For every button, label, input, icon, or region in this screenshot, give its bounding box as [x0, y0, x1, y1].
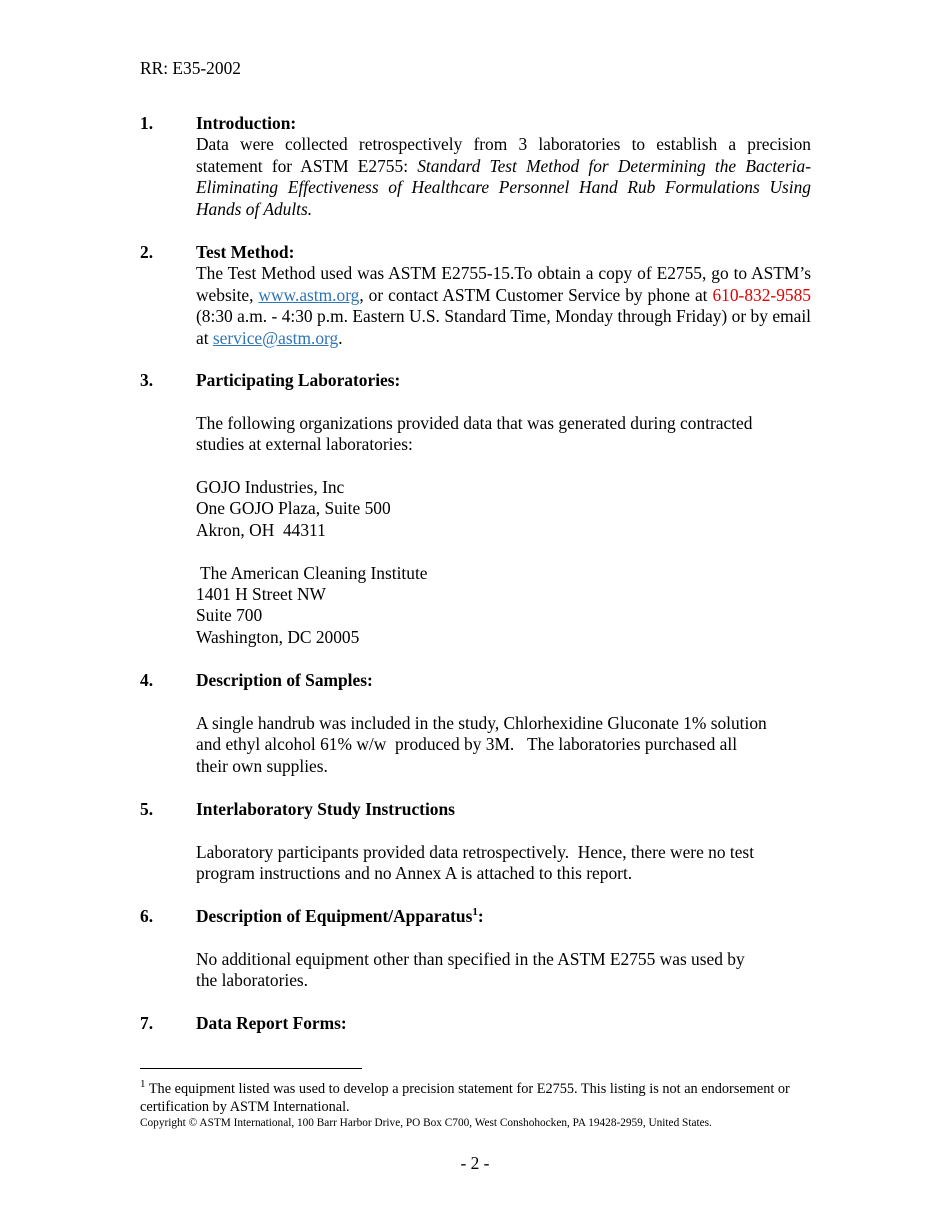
- section-1-text: Data were collected retrospectively from 3 laboratories to establish a precision statement for ASTM E2755:: [196, 134, 811, 176]
- section-6-title-row: [196, 906, 811, 927]
- document-reference: RR: E35-2002: [140, 58, 241, 78]
- footnote: [140, 1080, 800, 1116]
- section-6-line: No additional equipment other than specified in the ASTM E2755 was used by: [196, 948, 745, 969]
- footnote-separator: [140, 1068, 362, 1069]
- footnote-text: The equipment listed was used to develop a precision statement for E2755. This listing is not an endorsement or certification by ASTM International.: [140, 1081, 790, 1115]
- footnote-marker: 1: [140, 1078, 146, 1091]
- astm-website-link[interactable]: www.astm.org: [258, 284, 360, 305]
- section-4: [196, 670, 811, 777]
- org-address-line: 1401 H Street NW: [196, 584, 326, 605]
- section-5: [196, 799, 811, 885]
- section-6-number: 6.: [140, 906, 154, 926]
- section-1: [196, 113, 811, 220]
- org-address-line: The American Cleaning Institute: [196, 562, 428, 583]
- section-1-number: 1.: [140, 113, 154, 133]
- section-3: [196, 370, 811, 648]
- section-7-title: Data Report Forms:: [196, 1013, 347, 1033]
- section-4-line: and ethyl alcohol 61% w/w produced by 3M. The laboratories purchased all: [196, 734, 738, 755]
- org-address-line: One GOJO Plaza, Suite 500: [196, 498, 391, 519]
- organization-gojo: [196, 477, 811, 541]
- section-1-title: Introduction:: [196, 113, 297, 133]
- page-number: - 2 -: [460, 1153, 490, 1173]
- section-6-title: Description of Equipment/Apparatus: [196, 906, 473, 926]
- section-3-number: 3.: [140, 370, 154, 390]
- section-2-title: Test Method:: [196, 242, 295, 262]
- section-2-text-a: The Test Method used was ASTM E2755-15.To obtain a copy of E2755, go to ASTM’s website,: [196, 263, 811, 305]
- section-5-line: program instructions and no Annex A is attached to this report.: [196, 863, 633, 884]
- service-email-link[interactable]: service@astm.org: [212, 327, 339, 348]
- section-2-text-b: , or contact ASTM Customer Service by phone at: [359, 284, 713, 305]
- standard-title: Standard Test Method for Determining the Bacteria-Eliminating Effectiveness of Healthcare Personnel Hand Rub Formulations Using Hands of Adults.: [196, 155, 811, 219]
- section-5-number: 5.: [140, 799, 154, 819]
- org-address-line: GOJO Industries, Inc: [196, 477, 345, 497]
- footnote-reference[interactable]: 1: [472, 906, 478, 919]
- section-4-line: their own supplies.: [196, 755, 328, 776]
- section-7: [196, 1013, 811, 1034]
- org-address-line: Akron, OH 44311: [196, 519, 326, 540]
- organization-aci: [196, 563, 811, 649]
- section-6: [196, 906, 811, 992]
- section-2-text-c: (8:30 a.m. - 4:30 p.m. Eastern U.S. Standard Time, Monday through Friday) or by email at: [196, 306, 811, 348]
- section-3-title: Participating Laboratories:: [196, 370, 401, 390]
- section-2: [196, 242, 811, 349]
- section-5-title: Interlaboratory Study Instructions: [196, 799, 455, 819]
- section-2-text-d: .: [338, 327, 343, 348]
- section-7-number: 7.: [140, 1013, 154, 1033]
- customer-service-phone: 610-832-9585: [712, 284, 811, 305]
- section-6-title-suffix: :: [477, 906, 484, 926]
- section-5-line: Laboratory participants provided data retrospectively. Hence, there were no test: [196, 841, 755, 862]
- org-address-line: Washington, DC 20005: [196, 626, 360, 647]
- section-3-intro-line: studies at external laboratories:: [196, 434, 413, 455]
- section-2-number: 2.: [140, 242, 154, 262]
- section-2-body: [196, 263, 811, 349]
- section-4-title: Description of Samples:: [196, 670, 373, 690]
- section-3-intro-line: The following organizations provided data that was generated during contracted: [196, 412, 753, 433]
- copyright-notice: Copyright © ASTM International, 100 Barr Harbor Drive, PO Box C700, West Conshohocken, PA 19428-2959, United States.: [140, 1117, 712, 1129]
- section-1-body: [196, 134, 811, 220]
- section-4-number: 4.: [140, 670, 154, 690]
- section-6-line: the laboratories.: [196, 970, 309, 991]
- org-address-line: Suite 700: [196, 605, 263, 626]
- section-4-line: A single handrub was included in the study, Chlorhexidine Gluconate 1% solution: [196, 712, 767, 733]
